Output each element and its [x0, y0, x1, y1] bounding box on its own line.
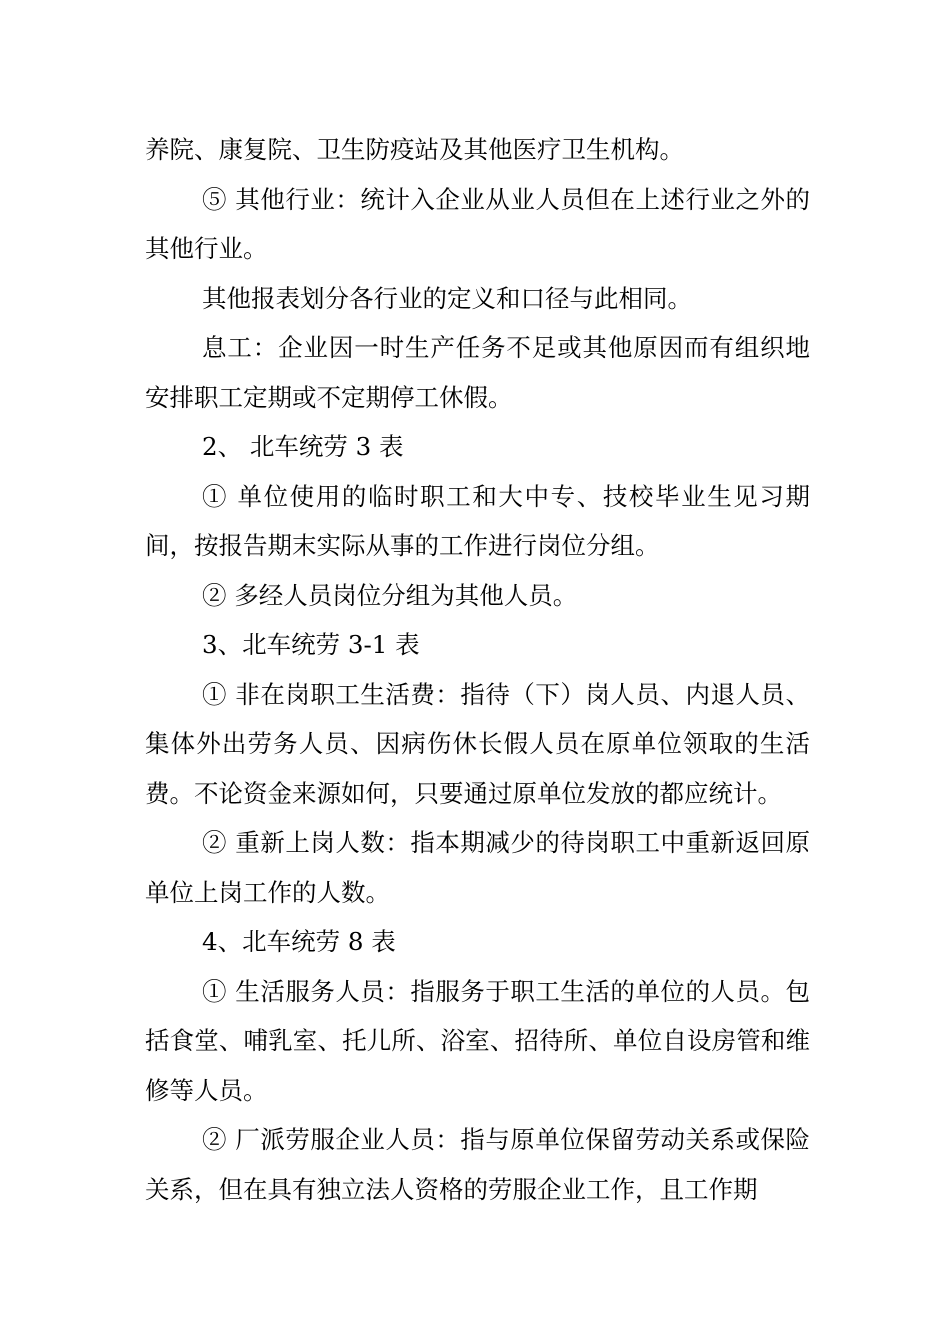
paragraph-medical-institutions: 养院、康复院、卫生防疫站及其他医疗卫生机构。	[145, 135, 684, 164]
section-heading-table-3: 2、 北车统劳 3 表	[202, 432, 404, 461]
document-body	[145, 125, 810, 1214]
section-heading-table-8: 4、北车统劳 8 表	[202, 927, 396, 956]
paragraph-temporary-workers: ① 单位使用的临时职工和大中专、技校毕业生见习期间，按报告期末实际从事的工作进行岗位分组。	[145, 481, 810, 560]
paragraph-living-allowance: ① 非在岗职工生活费：指待（下）岗人员、内退人员、集体外出劳务人员、因病伤休长假人员在原单位领取的生活费。不论资金来源如何，只要通过原单位发放的都应统计。	[145, 679, 810, 808]
paragraph-reemployed-count: ② 重新上岗人数：指本期减少的待岗职工中重新返回原单位上岗工作的人数。	[145, 828, 810, 907]
paragraph-other-industries: ⑤ 其他行业：统计入企业从业人员但在上述行业之外的其他行业。	[145, 184, 810, 263]
paragraph-suspension-definition: 息工：企业因一时生产任务不足或其他原因而有组织地安排职工定期或不定期停工休假。	[145, 333, 810, 412]
paragraph-life-service-staff: ① 生活服务人员：指服务于职工生活的单位的人员。包括食堂、哺乳室、托儿所、浴室、招待所、单位自设房管和维修等人员。	[145, 976, 810, 1105]
paragraph-other-reports-note: 其他报表划分各行业的定义和口径与此相同。	[202, 283, 692, 313]
paragraph-diversified-staff: ② 多经人员岗位分组为其他人员。	[202, 580, 578, 610]
paragraph-labor-service-staff: ② 厂派劳服企业人员：指与原单位保留劳动关系或保险关系，但在具有独立法人资格的劳服企业工作，且工作期	[145, 1125, 810, 1204]
section-heading-table-3-1: 3、北车统劳 3-1 表	[202, 630, 420, 659]
